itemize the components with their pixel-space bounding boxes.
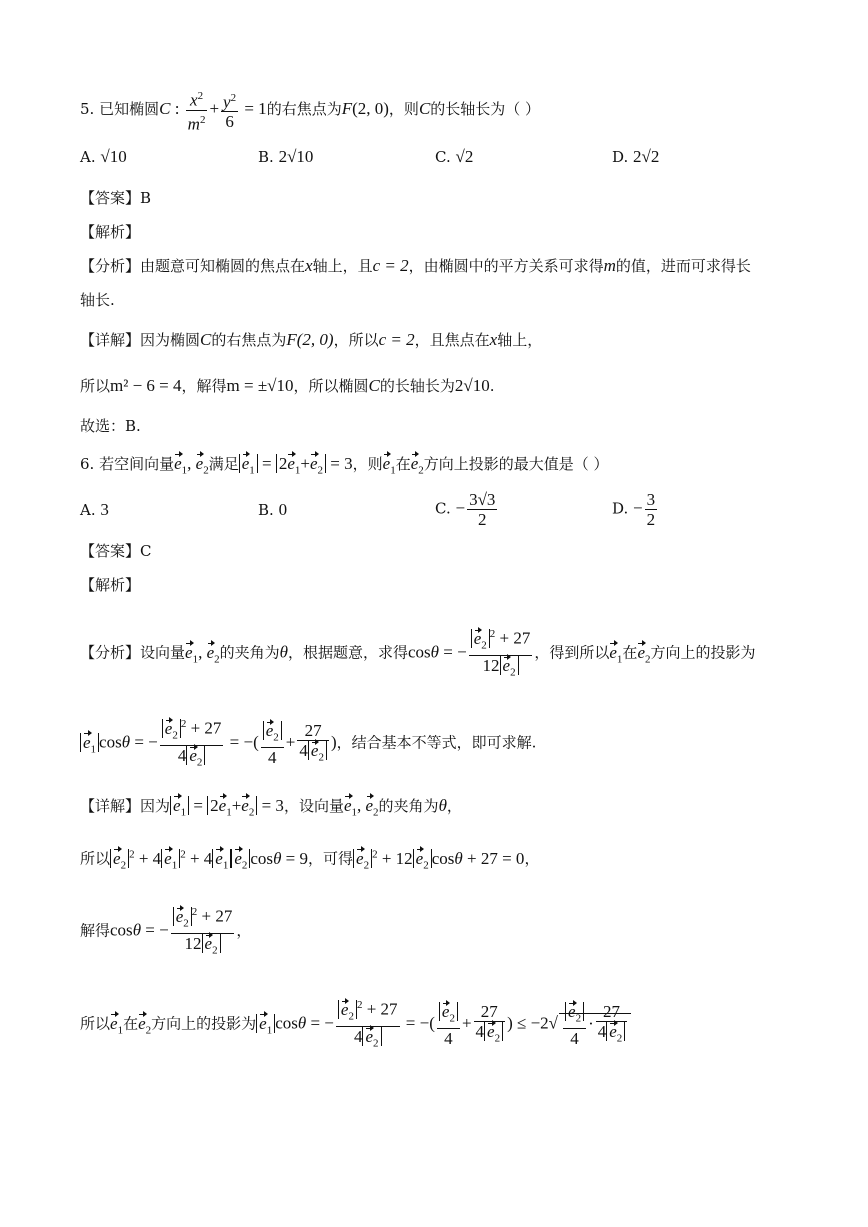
q5-fenxi-cont: 轴长. xyxy=(80,291,115,309)
q6-option-a: A. 3 xyxy=(80,500,109,519)
q5-choose: 故选：B. xyxy=(80,417,141,435)
q5-option-b: B. 2√10 xyxy=(258,147,314,166)
q6-fenxi: 【分析】设向量$e_1$, $e_2$的夹角为θ，根据题意，求得cosθ = − $\frac{e_2^2 + 27}{12 e_2}$ ，得到所以$e_1$在$e_2$方向上的投影为 xyxy=(80,625,756,682)
q5-answer: 【答案】B xyxy=(80,189,152,207)
q5-option-d: D. 2√2 xyxy=(612,147,660,166)
q5-option-c: C. √2 xyxy=(435,147,474,166)
q6-answer: 【答案】C xyxy=(80,542,152,560)
q5-xiangjie: 【详解】因为椭圆C的右焦点为F(2, 0)，所以c = 2，且焦点在x轴上， xyxy=(80,330,543,349)
q6-option-b: B. 0 xyxy=(258,500,288,519)
q5-option-a: A. √10 xyxy=(80,147,127,166)
q6-stem: 6. 若空间向量$e_1$, $e_2$满足 $e_1 = 2e_1+e_2 = 3$，则$e_1$在$e_2$方向上投影的最大值是（ ） xyxy=(80,454,609,477)
q5-xiangjie-2: 所以m² − 6 = 4，解得m = ±√10，所以椭圆C的长轴长为2√10. xyxy=(80,376,495,395)
q6-analysis-heading: 【解析】 xyxy=(80,576,141,594)
q5-analysis-heading: 【解析】 xyxy=(80,223,141,241)
q6-option-d: D. − $\frac{3}{2}$ xyxy=(612,490,656,529)
q6-xiangjie-4: 所以$e_1$在$e_2$方向上的投影为 $e_1$ cosθ = − $\frac{e_2^2 + 27}{4 e_2}$ = −( $\frac{e_2}{4}$ + $\frac{27}{4 e_2}$ ) ≤ −2√ $\frac{e_2}{4}$ · $\frac{27}{4 e_2}$ xyxy=(80,996,631,1053)
q6-xiangjie-3: 解得cosθ = − $\frac{e_2^2 + 27}{12 e_2}$ ， xyxy=(80,903,251,960)
q6-option-c: C. − $\frac{3√3}{2}$ xyxy=(435,490,496,529)
q6-xiangjie: 【详解】因为 $e_1 = 2e_1+e_2 = 3$，设向量$e_1$, $e_2$的夹角为θ， xyxy=(80,796,462,819)
fraction-y2-6: $\frac{y^2}{6}$ xyxy=(221,89,238,132)
q6-fenxi-cont: $e_1$ cosθ = − $\frac{e_2^2 + 27}{4 e_2}$ = −( $\frac{e_2}{4}$ + $\frac{27}{4 e_2}$ )，结合基本不等式，即可求解. xyxy=(80,715,536,772)
fraction-x2-m2: $\frac{x^2}{m^2}$ xyxy=(186,87,208,133)
q5-stem: 5. 已知椭圆C : $\frac{x^2}{m^2}$ + $\frac{y^2}{6}$ = 1的右焦点为F(2, 0)，则C的长轴长为（ ） xyxy=(80,87,540,133)
q5-fenxi: 【分析】由题意可知椭圆的焦点在x轴上，且c = 2，由椭圆中的平方关系可求得m的值，进而可求得长 xyxy=(80,256,751,275)
q6-xiangjie-2: 所以 $e_2^2 + 4$ $e_1^2 + 4$ $e_1$ $e_2$ cosθ = 9，可得 $e_2^2 + 12$ $e_2$ cosθ + 27 = 0， xyxy=(80,848,540,872)
